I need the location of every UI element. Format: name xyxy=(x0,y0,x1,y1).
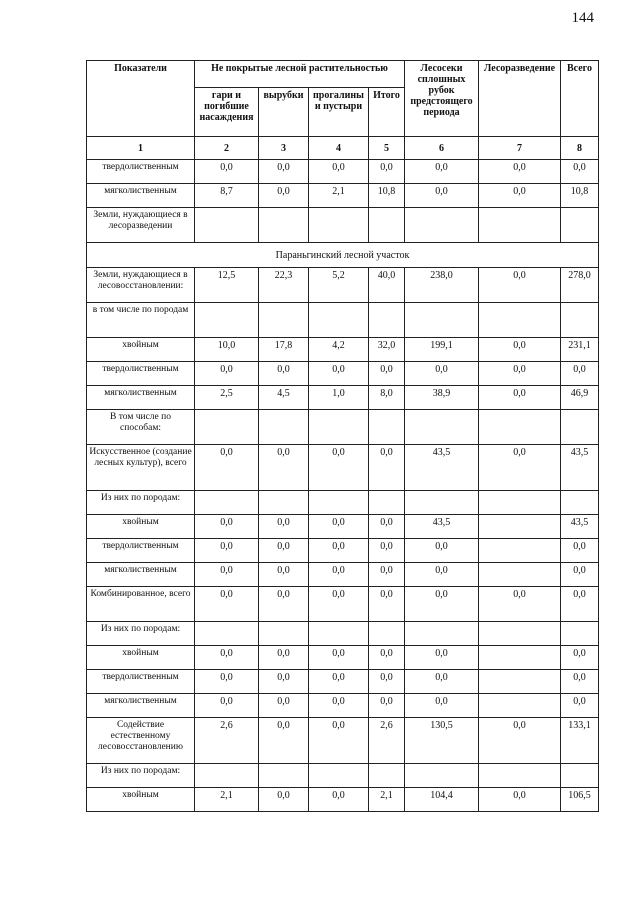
table-cell: 17,8 xyxy=(259,338,309,362)
header-subtotal: Итого xyxy=(369,88,405,137)
row-label: Комбинированное, всего xyxy=(87,587,195,622)
table-cell: 0,0 xyxy=(369,670,405,694)
row-label: мягколиственным xyxy=(87,184,195,208)
table-cell xyxy=(369,303,405,338)
table-cell: 133,1 xyxy=(561,718,599,764)
table-cell: 0,0 xyxy=(259,563,309,587)
table-cell: 43,5 xyxy=(405,445,479,491)
row-label: твердолиственным xyxy=(87,539,195,563)
table-cell: 0,0 xyxy=(405,539,479,563)
row-label: Земли, нуждающиеся в лесовосстановлении: xyxy=(87,268,195,303)
table-cell: 0,0 xyxy=(259,184,309,208)
row-label: Из них по породам: xyxy=(87,764,195,788)
table-cell: 43,5 xyxy=(561,445,599,491)
table-cell xyxy=(195,208,259,243)
table-cell xyxy=(369,622,405,646)
table-cell: 10,0 xyxy=(195,338,259,362)
table-cell xyxy=(479,622,561,646)
section-header xyxy=(87,243,599,268)
table-cell xyxy=(479,646,561,670)
table-cell: 0,0 xyxy=(259,160,309,184)
table-row xyxy=(87,491,599,515)
table-cell: 0,0 xyxy=(309,646,369,670)
table-row xyxy=(87,694,599,718)
table-cell: 0,0 xyxy=(309,160,369,184)
table-cell xyxy=(561,208,599,243)
table-cell: 0,0 xyxy=(561,539,599,563)
row-label: Из них по породам: xyxy=(87,491,195,515)
row-label: мягколиственным xyxy=(87,694,195,718)
row-label: мягколиственным xyxy=(87,563,195,587)
table-cell: 40,0 xyxy=(369,268,405,303)
table-cell: 106,5 xyxy=(561,788,599,812)
row-label: твердолиственным xyxy=(87,362,195,386)
table-cell: 0,0 xyxy=(309,718,369,764)
table-cell xyxy=(259,303,309,338)
table-row xyxy=(87,718,599,764)
table-cell xyxy=(479,694,561,718)
table-cell: 8,0 xyxy=(369,386,405,410)
table-cell: 0,0 xyxy=(309,563,369,587)
table-cell: 0,0 xyxy=(195,445,259,491)
table-cell: 0,0 xyxy=(195,539,259,563)
table-row xyxy=(87,622,599,646)
table-cell xyxy=(405,491,479,515)
section-title: Параньгинский лесной участок xyxy=(87,243,599,268)
table-cell: 0,0 xyxy=(259,694,309,718)
table-cell: 104,4 xyxy=(405,788,479,812)
table-row xyxy=(87,208,599,243)
table-row xyxy=(87,184,599,208)
table-cell: 199,1 xyxy=(405,338,479,362)
table-row xyxy=(87,764,599,788)
table-cell: 0,0 xyxy=(405,184,479,208)
table-cell: 0,0 xyxy=(405,160,479,184)
table-cell: 0,0 xyxy=(195,515,259,539)
table-cell: 0,0 xyxy=(405,694,479,718)
table-cell xyxy=(309,622,369,646)
row-label: В том числе по способам: xyxy=(87,410,195,445)
table-cell: 0,0 xyxy=(309,445,369,491)
table-cell: 0,0 xyxy=(259,539,309,563)
table-cell xyxy=(479,539,561,563)
table-cell xyxy=(561,410,599,445)
table-cell: 0,0 xyxy=(309,670,369,694)
column-number: 2 xyxy=(195,137,259,160)
table-cell: 0,0 xyxy=(369,539,405,563)
table-cell: 0,0 xyxy=(195,694,259,718)
table-cell: 2,1 xyxy=(309,184,369,208)
table-cell: 2,6 xyxy=(369,718,405,764)
table-cell: 0,0 xyxy=(561,670,599,694)
table-cell xyxy=(369,208,405,243)
table-cell xyxy=(259,208,309,243)
table-cell xyxy=(259,764,309,788)
table-row xyxy=(87,587,599,622)
table-cell: 0,0 xyxy=(479,788,561,812)
table-cell xyxy=(309,764,369,788)
table-row xyxy=(87,670,599,694)
header-afforestation: Лесоразведение xyxy=(479,61,561,137)
table-cell: 0,0 xyxy=(195,587,259,622)
table-cell: 0,0 xyxy=(405,670,479,694)
table-cell: 46,9 xyxy=(561,386,599,410)
table-cell: 0,0 xyxy=(369,646,405,670)
table-cell: 43,5 xyxy=(561,515,599,539)
table-cell xyxy=(405,303,479,338)
table-body-section xyxy=(87,268,599,812)
table-cell: 0,0 xyxy=(479,268,561,303)
row-label: Из них по породам: xyxy=(87,622,195,646)
header-glades: прогалины и пустыри xyxy=(309,88,369,137)
table-cell: 0,0 xyxy=(309,788,369,812)
table-cell xyxy=(479,491,561,515)
table-row xyxy=(87,563,599,587)
table-row xyxy=(87,410,599,445)
table-cell: 0,0 xyxy=(561,646,599,670)
table-row xyxy=(87,338,599,362)
table-cell: 0,0 xyxy=(309,587,369,622)
table-cell xyxy=(309,303,369,338)
table-cell: 4,5 xyxy=(259,386,309,410)
table-cell: 0,0 xyxy=(561,587,599,622)
table-cell xyxy=(195,764,259,788)
table-cell: 0,0 xyxy=(309,694,369,718)
table-cell xyxy=(195,491,259,515)
table-cell: 231,1 xyxy=(561,338,599,362)
table-cell xyxy=(259,410,309,445)
table-cell xyxy=(369,410,405,445)
table-cell xyxy=(195,303,259,338)
table-cell: 2,1 xyxy=(369,788,405,812)
table-cell: 0,0 xyxy=(309,362,369,386)
table-cell xyxy=(479,303,561,338)
table-cell: 0,0 xyxy=(561,362,599,386)
table-cell: 0,0 xyxy=(309,539,369,563)
table-cell: 0,0 xyxy=(479,445,561,491)
table-cell: 0,0 xyxy=(369,515,405,539)
table-cell: 0,0 xyxy=(561,563,599,587)
table-cell: 0,0 xyxy=(259,670,309,694)
table-cell xyxy=(561,491,599,515)
table-cell: 0,0 xyxy=(479,587,561,622)
table-cell: 0,0 xyxy=(369,587,405,622)
table-cell xyxy=(479,410,561,445)
table-cell: 238,0 xyxy=(405,268,479,303)
table-cell: 0,0 xyxy=(259,362,309,386)
table-body-top xyxy=(87,160,599,243)
table-row xyxy=(87,160,599,184)
column-number: 6 xyxy=(405,137,479,160)
table-cell xyxy=(259,622,309,646)
table-cell xyxy=(309,491,369,515)
header-total: Всего xyxy=(561,61,599,137)
header-not-covered: Не покрытые лесной растительностью xyxy=(195,61,405,88)
table-cell: 0,0 xyxy=(369,160,405,184)
row-label: хвойным xyxy=(87,646,195,670)
table-cell: 0,0 xyxy=(405,646,479,670)
table-cell: 0,0 xyxy=(479,718,561,764)
table-cell: 0,0 xyxy=(259,515,309,539)
table-row xyxy=(87,303,599,338)
row-label: Земли, нуждающиеся в лесоразведении xyxy=(87,208,195,243)
table-cell xyxy=(405,410,479,445)
table-cell: 0,0 xyxy=(259,788,309,812)
table-cell: 0,0 xyxy=(405,563,479,587)
table-cell xyxy=(309,410,369,445)
row-label: хвойным xyxy=(87,788,195,812)
table-cell xyxy=(561,303,599,338)
table-cell: 0,0 xyxy=(369,563,405,587)
table-cell xyxy=(561,622,599,646)
column-number: 7 xyxy=(479,137,561,160)
table-cell: 8,7 xyxy=(195,184,259,208)
table-cell: 0,0 xyxy=(369,362,405,386)
column-number: 3 xyxy=(259,137,309,160)
table-cell: 130,5 xyxy=(405,718,479,764)
table-row xyxy=(87,539,599,563)
table-cell: 278,0 xyxy=(561,268,599,303)
table-cell: 32,0 xyxy=(369,338,405,362)
table-cell: 0,0 xyxy=(259,718,309,764)
header-burnt: гари и погибшие насаждения xyxy=(195,88,259,137)
table-cell: 0,0 xyxy=(195,646,259,670)
table-cell: 0,0 xyxy=(259,646,309,670)
table-row xyxy=(87,646,599,670)
column-number: 4 xyxy=(309,137,369,160)
table-cell: 0,0 xyxy=(195,670,259,694)
table-cell: 10,8 xyxy=(561,184,599,208)
table-cell: 0,0 xyxy=(479,362,561,386)
table-cell: 0,0 xyxy=(195,362,259,386)
table-cell: 1,0 xyxy=(309,386,369,410)
table-cell: 0,0 xyxy=(561,160,599,184)
table-cell: 0,0 xyxy=(195,563,259,587)
table-row xyxy=(87,362,599,386)
row-label: хвойным xyxy=(87,338,195,362)
table-row xyxy=(87,515,599,539)
table-row xyxy=(87,268,599,303)
column-number: 5 xyxy=(369,137,405,160)
table-cell xyxy=(259,491,309,515)
table-cell xyxy=(405,622,479,646)
table-cell: 2,5 xyxy=(195,386,259,410)
table-cell xyxy=(479,208,561,243)
row-label: мягколиственным xyxy=(87,386,195,410)
table-cell: 0,0 xyxy=(369,445,405,491)
column-number-row xyxy=(87,137,599,160)
table-cell: 0,0 xyxy=(479,338,561,362)
header-clearcuts: Лесосеки сплошных рубок предстоящего периода xyxy=(405,61,479,137)
header-cuttings: вырубки xyxy=(259,88,309,137)
table-cell: 38,9 xyxy=(405,386,479,410)
table-cell: 12,5 xyxy=(195,268,259,303)
table-cell xyxy=(479,670,561,694)
table-cell: 0,0 xyxy=(405,362,479,386)
page-number: 144 xyxy=(571,10,594,26)
row-label: твердолиственным xyxy=(87,670,195,694)
table-cell: 0,0 xyxy=(479,160,561,184)
table-cell: 0,0 xyxy=(309,515,369,539)
table-cell: 0,0 xyxy=(259,587,309,622)
table-cell: 0,0 xyxy=(479,184,561,208)
table-cell: 5,2 xyxy=(309,268,369,303)
header-indicators: Показатели xyxy=(87,61,195,137)
row-label: Искусственное (создание лесных культур), всего xyxy=(87,445,195,491)
table-cell xyxy=(195,410,259,445)
row-label: в том числе по породам xyxy=(87,303,195,338)
table-cell xyxy=(479,515,561,539)
column-number: 1 xyxy=(87,137,195,160)
table-cell: 4,2 xyxy=(309,338,369,362)
table-cell: 0,0 xyxy=(561,694,599,718)
table-cell: 0,0 xyxy=(369,694,405,718)
table-row xyxy=(87,445,599,491)
table-cell: 43,5 xyxy=(405,515,479,539)
row-label: хвойным xyxy=(87,515,195,539)
table-cell xyxy=(561,764,599,788)
table-cell xyxy=(369,764,405,788)
table-cell xyxy=(479,764,561,788)
table-cell: 0,0 xyxy=(479,386,561,410)
row-label: Содействие естественному лесовосстановлению xyxy=(87,718,195,764)
table-cell: 0,0 xyxy=(259,445,309,491)
table-cell xyxy=(369,491,405,515)
row-label: твердолиственным xyxy=(87,160,195,184)
column-number: 8 xyxy=(561,137,599,160)
table-row xyxy=(87,788,599,812)
table-cell: 2,6 xyxy=(195,718,259,764)
table-cell: 22,3 xyxy=(259,268,309,303)
table-cell xyxy=(405,764,479,788)
table-cell: 2,1 xyxy=(195,788,259,812)
table-row xyxy=(87,386,599,410)
forest-lands-table xyxy=(86,60,599,812)
table-cell: 0,0 xyxy=(195,160,259,184)
table-cell xyxy=(195,622,259,646)
table-cell xyxy=(479,563,561,587)
table-cell: 10,8 xyxy=(369,184,405,208)
table-cell: 0,0 xyxy=(405,587,479,622)
table-cell xyxy=(309,208,369,243)
table-cell xyxy=(405,208,479,243)
